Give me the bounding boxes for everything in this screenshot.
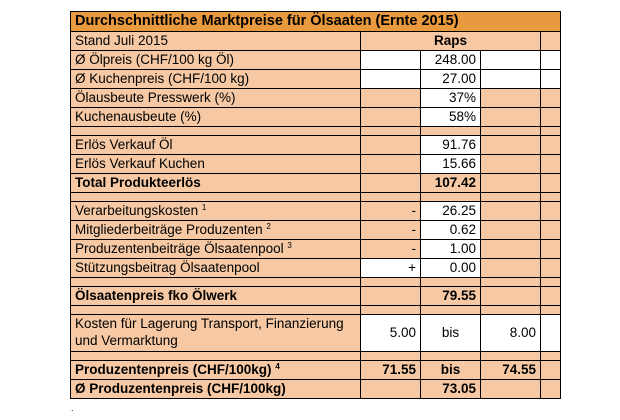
row-label: Kuchenausbeute (%)	[71, 108, 361, 127]
total-row	[71, 174, 561, 193]
row-value: 91.76	[421, 136, 481, 155]
row-value: 27.00	[421, 70, 481, 89]
row-sign: -	[361, 240, 421, 259]
producer-price-high: 74.55	[481, 361, 541, 380]
stand-row	[71, 32, 561, 51]
table-title: Durchschnittliche Marktpreise für Ölsaaten (Ernte 2015)	[71, 12, 561, 32]
table-row	[71, 259, 561, 278]
row-value: 1.00	[421, 240, 481, 259]
table-row	[71, 155, 561, 174]
table-row	[71, 221, 561, 240]
row-label: Ø Kuchenpreis (CHF/100 kg)	[71, 70, 361, 89]
row-value: 0.62	[421, 221, 481, 240]
producer-price-low: 71.55	[361, 361, 421, 380]
row-label: Ø Ölpreis (CHF/100 kg Öl)	[71, 51, 361, 70]
table-row	[71, 70, 561, 89]
row-label: Produzentenbeiträge Ölsaatenpool $^3$	[71, 240, 361, 259]
producer-price-label: Produzentenpreis (CHF/100kg) $^4$	[71, 361, 361, 380]
row-sign: -	[361, 221, 421, 240]
costs-high: 8.00	[481, 315, 541, 352]
row-label: Mitgliederbeiträge Produzenten $^2$	[71, 221, 361, 240]
row-value: 248.00	[421, 51, 481, 70]
table-row	[71, 202, 561, 221]
row-value: 15.66	[421, 155, 481, 174]
pool-price-label: Ölsaatenpreis fko Ölwerk	[71, 287, 361, 306]
total-label: Total Produkteerlös	[71, 174, 361, 193]
table-row	[71, 240, 561, 259]
row-label: Erlös Verkauf Öl	[71, 136, 361, 155]
row-label: Ölausbeute Presswerk (%)	[71, 89, 361, 108]
price-table	[70, 11, 561, 399]
table-row	[71, 89, 561, 108]
row-value: 37%	[421, 89, 481, 108]
table-row	[71, 136, 561, 155]
producer-price-bis: bis	[421, 361, 481, 380]
footnote-mark: .	[71, 403, 74, 413]
total-value: 107.42	[421, 174, 481, 193]
row-label: Stützungsbeitrag Ölsaatenpool	[71, 259, 361, 278]
costs-bis: bis	[421, 315, 481, 352]
avg-producer-price-value: 73.05	[421, 380, 481, 399]
row-value: 58%	[421, 108, 481, 127]
pool-price-value: 79.55	[421, 287, 481, 306]
title-row	[71, 12, 561, 32]
column-header-raps: Raps	[361, 32, 541, 51]
avg-producer-price-label: Ø Produzentenpreis (CHF/100kg)	[71, 380, 361, 399]
row-sign: -	[361, 202, 421, 221]
row-value: 0.00	[421, 259, 481, 278]
costs-low: 5.00	[361, 315, 421, 352]
producer-price-row	[71, 361, 561, 380]
table-row	[71, 51, 561, 70]
costs-row	[71, 315, 561, 352]
avg-producer-price-row	[71, 380, 561, 399]
pool-price-row	[71, 287, 561, 306]
costs-label: Kosten für Lagerung Transport, Finanzierung und Vermarktung	[71, 315, 361, 352]
row-sign: +	[361, 259, 421, 278]
stand-date: Stand Juli 2015	[71, 32, 361, 51]
table-row	[71, 108, 561, 127]
row-label: Verarbeitungskosten $^1$	[71, 202, 361, 221]
row-value: 26.25	[421, 202, 481, 221]
row-label: Erlös Verkauf Kuchen	[71, 155, 361, 174]
